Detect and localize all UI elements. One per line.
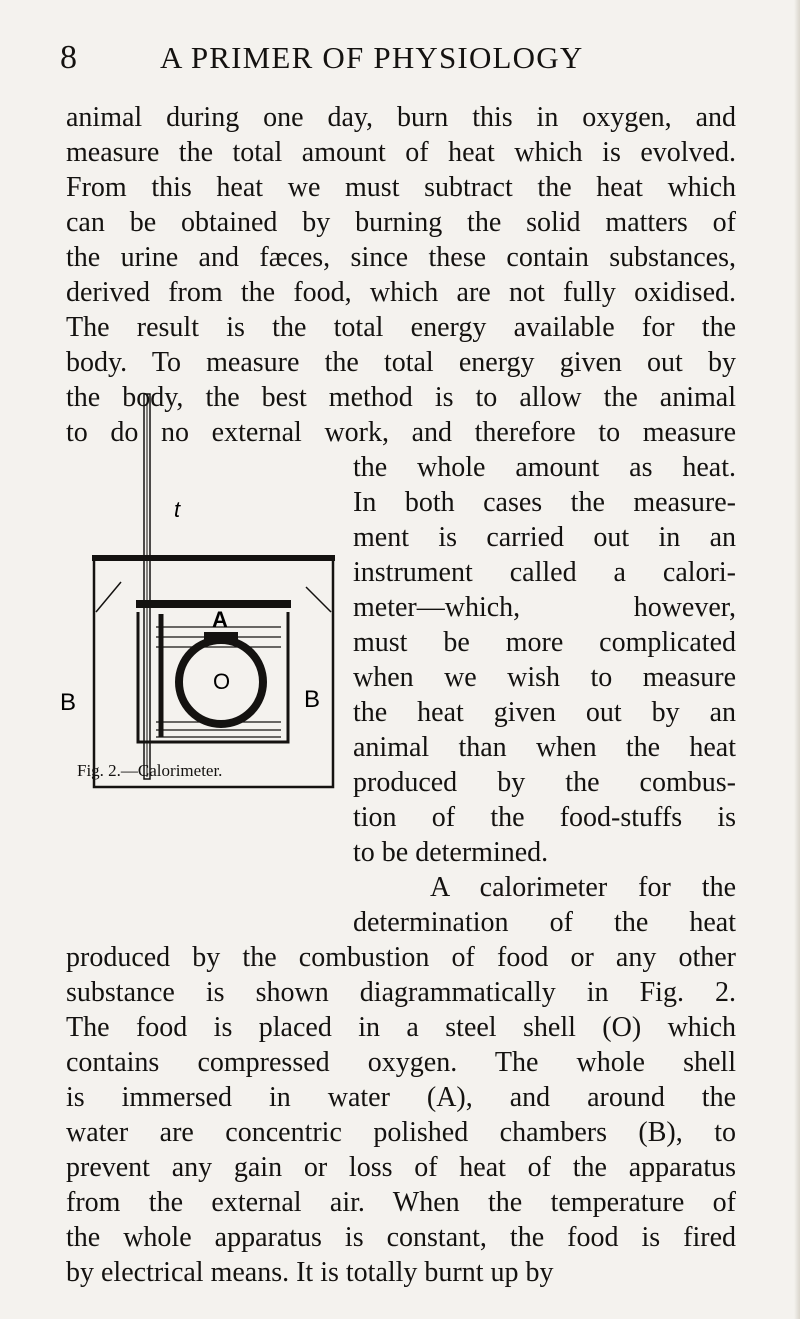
text-line: animal during one day, burn this in oxygen, and bbox=[66, 102, 736, 133]
text-line: the heat given out by an bbox=[353, 697, 736, 728]
calorimeter-diagram bbox=[60, 382, 356, 757]
page-edge bbox=[794, 0, 800, 1319]
text-line: is immersed in water (A), and around the bbox=[66, 1082, 736, 1113]
text-line: produced by the combus- bbox=[353, 767, 736, 798]
text-line: instrument called a calori- bbox=[353, 557, 736, 588]
text-line: measure the total amount of heat which is evolved. bbox=[66, 137, 736, 168]
text-line: produced by the combustion of food or any other bbox=[66, 942, 736, 973]
text-line: meter—which, however, bbox=[353, 592, 736, 623]
text-line: animal than when the heat bbox=[353, 732, 736, 763]
chamber-arrow-right bbox=[306, 587, 331, 612]
page-number: 8 bbox=[60, 39, 77, 76]
text-line: contains compressed oxygen. The whole shell bbox=[66, 1047, 736, 1078]
text-line: determination of the heat bbox=[353, 907, 736, 938]
text-line: The food is placed in a steel shell (O) which bbox=[66, 1012, 736, 1043]
text-line: body. To measure the total energy given out by bbox=[66, 347, 736, 378]
text-line: A calorimeter for the bbox=[430, 872, 736, 903]
text-line: from the external air. When the temperature of bbox=[66, 1187, 736, 1218]
text-line: when we wish to measure bbox=[353, 662, 736, 693]
text-line: the whole apparatus is constant, the food is fired bbox=[66, 1222, 736, 1253]
outer-lid bbox=[92, 555, 335, 561]
text-line: prevent any gain or loss of heat of the apparatus bbox=[66, 1152, 736, 1183]
text-line: by electrical means. It is totally burnt up by bbox=[66, 1257, 554, 1288]
label-t: t bbox=[174, 497, 181, 522]
text-line: to do no external work, and therefore to measure bbox=[66, 417, 736, 448]
chamber-arrow-left bbox=[96, 582, 121, 612]
page-header bbox=[60, 38, 740, 88]
figure-caption: Fig. 2.—Calorimeter. bbox=[77, 761, 223, 780]
running-title: A PRIMER OF PHYSIOLOGY bbox=[160, 40, 584, 75]
shell-cap bbox=[204, 632, 238, 644]
text-line: must be more complicated bbox=[353, 627, 736, 658]
label-a: A bbox=[212, 607, 228, 632]
label-b-right: B bbox=[304, 686, 321, 713]
text-line: water are concentric polished chambers (B), to bbox=[66, 1117, 736, 1148]
text-line: From this heat we must subtract the heat which bbox=[66, 172, 736, 203]
calorimeter-figure bbox=[60, 382, 356, 782]
text-line: to be determined. bbox=[353, 837, 549, 868]
text-line: The result is the total energy available for the bbox=[66, 312, 736, 343]
text-line: can be obtained by burning the solid matters of bbox=[66, 207, 736, 238]
text-line: derived from the food, which are not fully oxidised. bbox=[66, 277, 736, 308]
text-line: ment is carried out in an bbox=[353, 522, 736, 553]
text-line: the body, the best method is to allow the animal bbox=[66, 382, 736, 413]
text-line: In both cases the measure- bbox=[353, 487, 736, 518]
text-line: the whole amount as heat. bbox=[353, 452, 736, 483]
label-o: O bbox=[213, 669, 231, 694]
text-line: substance is shown diagrammatically in Fig. 2. bbox=[66, 977, 736, 1008]
label-b-left: B bbox=[60, 689, 77, 716]
text-line: the urine and fæces, since these contain substances, bbox=[66, 242, 736, 273]
text-line: tion of the food-stuffs is bbox=[353, 802, 736, 833]
